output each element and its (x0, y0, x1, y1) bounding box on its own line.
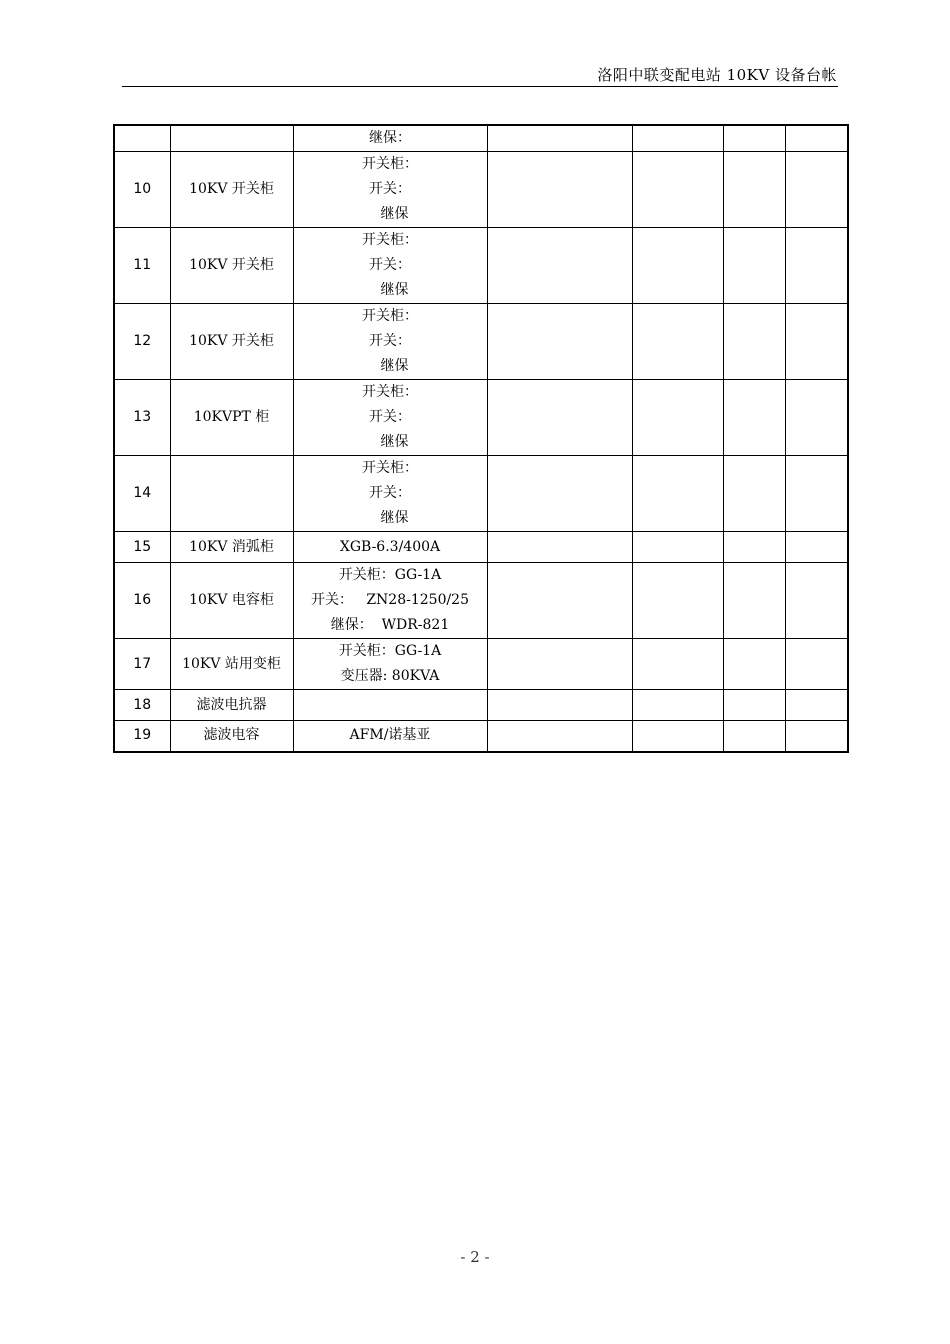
empty-cell (487, 690, 632, 721)
empty-cell (632, 228, 723, 304)
empty-cell (785, 304, 848, 380)
empty-cell (785, 532, 848, 563)
spec-line: XGB-6.3/400A (339, 538, 441, 555)
row-number: 14 (114, 456, 170, 532)
empty-cell (487, 304, 632, 380)
equipment-spec (293, 532, 487, 563)
spec-line: 变压器: 80KVA (340, 668, 440, 684)
table-row (114, 563, 848, 639)
spec-line: 开关： (369, 181, 411, 197)
row-number: 15 (114, 532, 170, 563)
empty-cell (632, 152, 723, 228)
empty-cell (487, 228, 632, 304)
empty-cell (723, 228, 785, 304)
equipment-spec (293, 563, 487, 639)
spec-line: 开关柜：GG-1A (338, 567, 442, 583)
spec-line: AFM/诺基亚 (349, 727, 431, 744)
spec-line: 开关： (369, 409, 411, 425)
equipment-name: 10KV 消弧柜 (170, 532, 293, 563)
row-number: 13 (114, 380, 170, 456)
equipment-spec (293, 228, 487, 304)
spec-line: 开关柜：GG-1A (338, 643, 442, 659)
spec-line: 开关： (369, 257, 411, 273)
equipment-spec (293, 152, 487, 228)
page-number: - 2 - (460, 1248, 490, 1266)
spec-line: 继保 (371, 282, 409, 298)
row-number: 10 (114, 152, 170, 228)
table-row (114, 152, 848, 228)
spec-line: 继保 (371, 434, 409, 450)
spec-line: 继保： WDR-821 (330, 617, 450, 633)
empty-cell (785, 125, 848, 152)
empty-cell (632, 532, 723, 563)
empty-cell (632, 456, 723, 532)
table-row (114, 639, 848, 690)
empty-cell (487, 125, 632, 152)
spec-line: 开关柜： (362, 232, 418, 248)
table-row (114, 125, 848, 152)
empty-cell (723, 532, 785, 563)
empty-cell (632, 304, 723, 380)
equipment-name: 10KV 开关柜 (170, 152, 293, 228)
empty-cell (723, 380, 785, 456)
spec-line: 开关柜： (362, 308, 418, 324)
table-row (114, 380, 848, 456)
empty-cell (632, 125, 723, 152)
equipment-name (170, 456, 293, 532)
empty-cell (785, 563, 848, 639)
row-number (114, 125, 170, 152)
empty-cell (785, 456, 848, 532)
spec-line: 开关： (369, 485, 411, 501)
equipment-spec (293, 690, 487, 721)
spec-line: 开关柜： (362, 156, 418, 172)
empty-cell (723, 125, 785, 152)
row-number: 11 (114, 228, 170, 304)
empty-cell (487, 532, 632, 563)
table-row (114, 228, 848, 304)
equipment-name: 滤波电抗器 (170, 690, 293, 721)
spec-line: 继保 (371, 206, 409, 222)
spec-line: 继保： (369, 130, 411, 146)
empty-cell (487, 152, 632, 228)
table-row (114, 690, 848, 721)
empty-cell (723, 690, 785, 721)
empty-cell (785, 639, 848, 690)
empty-cell (487, 456, 632, 532)
row-number: 17 (114, 639, 170, 690)
table-row (114, 304, 848, 380)
empty-cell (785, 721, 848, 752)
equipment-name: 10KV 电容柜 (170, 563, 293, 639)
equipment-spec (293, 456, 487, 532)
table-row (114, 456, 848, 532)
empty-cell (632, 690, 723, 721)
empty-cell (785, 152, 848, 228)
spec-line: 开关： ZN28-1250/25 (310, 592, 470, 608)
header-rule (122, 86, 838, 87)
empty-cell (487, 380, 632, 456)
row-number: 12 (114, 304, 170, 380)
empty-cell (785, 690, 848, 721)
row-number: 19 (114, 721, 170, 752)
equipment-name: 10KVPT 柜 (170, 380, 293, 456)
empty-cell (723, 304, 785, 380)
equipment-spec (293, 380, 487, 456)
equipment-name: 10KV 开关柜 (170, 228, 293, 304)
equipment-spec (293, 721, 487, 752)
equipment-spec (293, 639, 487, 690)
empty-cell (632, 563, 723, 639)
equipment-spec (293, 125, 487, 152)
empty-cell (632, 380, 723, 456)
spec-line: 开关： (369, 333, 411, 349)
empty-cell (785, 228, 848, 304)
empty-cell (487, 721, 632, 752)
spec-line: 开关柜： (362, 460, 418, 476)
empty-cell (632, 639, 723, 690)
empty-cell (723, 563, 785, 639)
empty-cell (723, 456, 785, 532)
table-row (114, 532, 848, 563)
equipment-name: 滤波电容 (170, 721, 293, 752)
page-header-title: 洛阳中联变配电站 10KV 设备台帐 (597, 66, 837, 84)
equipment-name: 10KV 开关柜 (170, 304, 293, 380)
ledger-body (114, 125, 848, 752)
equipment-ledger-table (113, 124, 849, 753)
row-number: 18 (114, 690, 170, 721)
empty-cell (723, 721, 785, 752)
spec-line: 继保 (371, 358, 409, 374)
row-number: 16 (114, 563, 170, 639)
empty-cell (487, 563, 632, 639)
empty-cell (785, 380, 848, 456)
equipment-name (170, 125, 293, 152)
equipment-name: 10KV 站用变柜 (170, 639, 293, 690)
spec-line: 开关柜： (362, 384, 418, 400)
equipment-spec (293, 304, 487, 380)
empty-cell (487, 639, 632, 690)
table-row (114, 721, 848, 752)
spec-line: 继保 (371, 510, 409, 526)
empty-cell (632, 721, 723, 752)
empty-cell (723, 639, 785, 690)
empty-cell (723, 152, 785, 228)
